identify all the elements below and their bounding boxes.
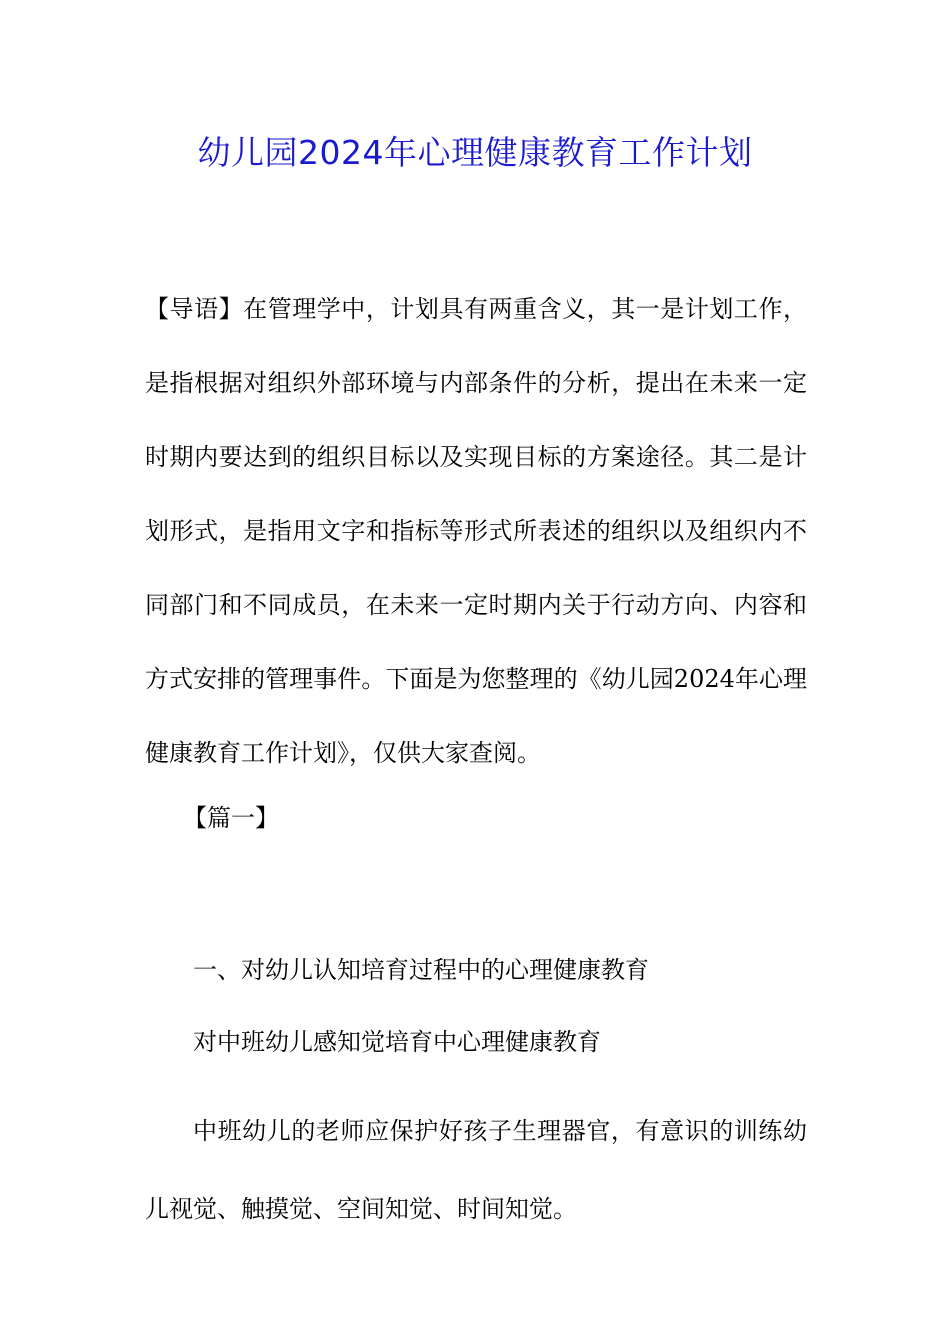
subsection-heading: 对中班幼儿感知觉培育中心理健康教育 — [193, 1028, 601, 1056]
intro-paragraph: 【导语】在管理学中，计划具有两重含义，其一是计划工作，是指根据对组织外部环境与内部条件的分析，提出在未来一定时期内要达到的组织目标以及实现目标的方案途径。其二是计划形式，是指用文字和指标等形式所表述的组织以及组织内不同部门和不同成员，在未来一定时期内关于行动方向、内容和方式安排的管理事件。下面是为您整理的《幼儿园2024年心理健康教育工作计划》，仅供大家查阅。 — [145, 295, 807, 767]
section-heading: 一、对幼儿认知培育过程中的心理健康教育 — [193, 956, 649, 984]
section-label: 【篇一】 — [183, 804, 279, 832]
document-title: 幼儿园2024年心理健康教育工作计划 — [197, 133, 753, 172]
body-paragraph: 中班幼儿的老师应保护好孩子生理器官，有意识的训练幼儿视觉、触摸觉、空间知觉、时间知觉。 — [145, 1117, 807, 1223]
